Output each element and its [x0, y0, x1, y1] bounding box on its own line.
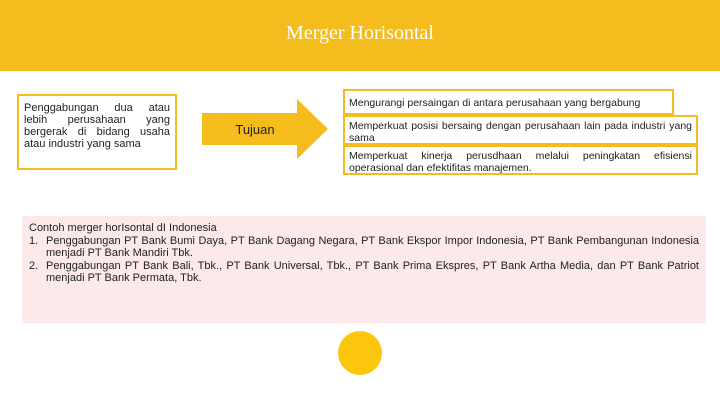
- example-item: [29, 235, 699, 259]
- examples-panel: [22, 216, 706, 323]
- example-number: 2.: [29, 260, 39, 272]
- definition-text: Penggabungan dua atau lebih perusahaan yang bergerak di bidang usaha atau industri yang sama: [24, 102, 170, 150]
- examples-title: Contoh merger horIsontal dI Indonesia: [29, 222, 217, 234]
- goal-arrow: [202, 99, 328, 159]
- goal-text: Memperkuat kinerja perusdhaan melalui peningkatan efisiensi operasional dan efektifitas manajemen.: [349, 150, 692, 174]
- goal-text: Memperkuat posisi bersaing dengan perusahaan lain pada industri yang sama: [349, 120, 692, 144]
- goal-item-3: [343, 145, 698, 175]
- decorative-circle: [338, 331, 382, 375]
- goal-item-1: [343, 89, 674, 115]
- example-number: 1.: [29, 235, 39, 247]
- example-item: [29, 260, 699, 284]
- example-text: Penggabungan PT Bank Bumi Daya, PT Bank Dagang Negara, PT Bank Ekspor Impor Indonesia, PT Bank Pembangunan Indonesia menjadi PT Bank Mandiri Tbk.: [46, 235, 699, 259]
- slide-title: Merger Horisontal: [286, 22, 434, 44]
- arrow-label: Tujuan: [235, 122, 275, 137]
- goal-text: Mengurangi persaingan di antara perusahaan yang bergabung: [349, 97, 641, 109]
- definition-box: [17, 94, 177, 170]
- slide-header: [0, 0, 720, 71]
- goal-item-2: [343, 115, 698, 145]
- example-text: Penggabungan PT Bank Bali, Tbk., PT Bank Universal, Tbk., PT Bank Prima Ekspres, PT Bank Artha Media, dan PT Bank Patriot menjadi PT Bank Permata, Tbk.: [46, 260, 699, 284]
